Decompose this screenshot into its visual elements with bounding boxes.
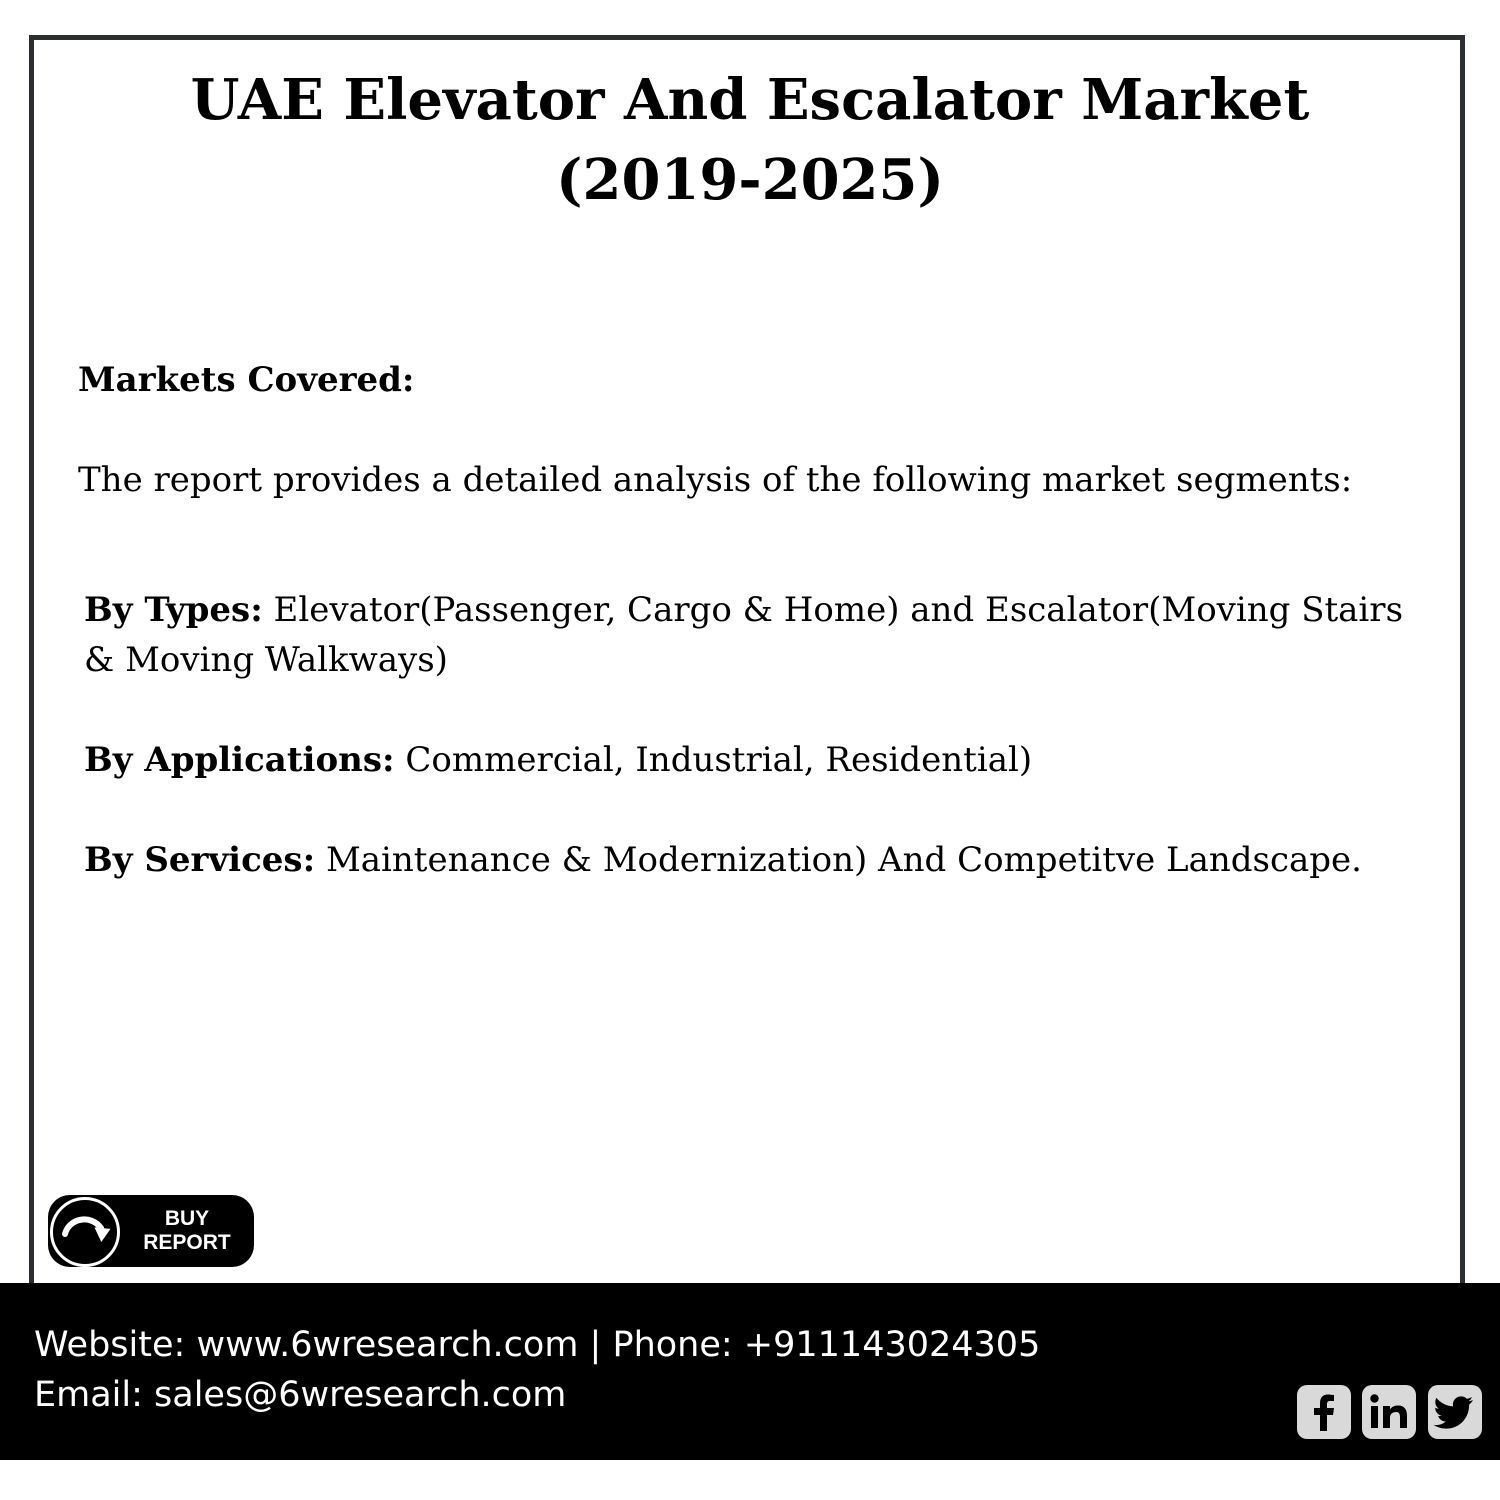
title-line-1: UAE Elevator And Escalator Market — [190, 67, 1310, 133]
footer-contact-line: Website: www.6wresearch.com | Phone: +911143024305 — [34, 1325, 1041, 1365]
buy-report-label — [132, 1207, 242, 1255]
arrow-circle-icon — [50, 1197, 120, 1267]
linkedin-icon[interactable] — [1362, 1385, 1416, 1439]
segment-types-label: By Types: — [84, 590, 263, 630]
footer-email-line: Email: sales@6wresearch.com — [34, 1375, 567, 1415]
segment-applications-label: By Applications: — [84, 740, 395, 780]
segment-services-label: By Services: — [84, 840, 316, 880]
segment-types-text: Elevator(Passenger, Cargo & Home) and Escalator(Moving Stairs & Moving Walkways) — [84, 590, 1404, 680]
buy-label-line-1: BUY — [164, 1207, 210, 1230]
segment-services — [84, 835, 1414, 885]
segment-types — [84, 585, 1414, 685]
segment-services-text: Maintenance & Modernization) And Competitve Landscape. — [315, 840, 1362, 880]
segment-applications-text: Commercial, Industrial, Residential) — [394, 740, 1033, 780]
title-line-2: (2019-2025) — [556, 147, 944, 213]
footer — [0, 1283, 1500, 1460]
report-title — [0, 60, 1500, 220]
buy-report-button[interactable] — [48, 1195, 254, 1267]
buy-label-line-2: REPORT — [143, 1231, 231, 1254]
segment-applications — [84, 735, 1414, 785]
markets-covered-heading: Markets Covered: — [78, 360, 415, 400]
intro-text: The report provides a detailed analysis of the following market segments: — [78, 460, 1353, 500]
facebook-icon[interactable] — [1297, 1385, 1351, 1439]
twitter-icon[interactable] — [1428, 1385, 1482, 1439]
